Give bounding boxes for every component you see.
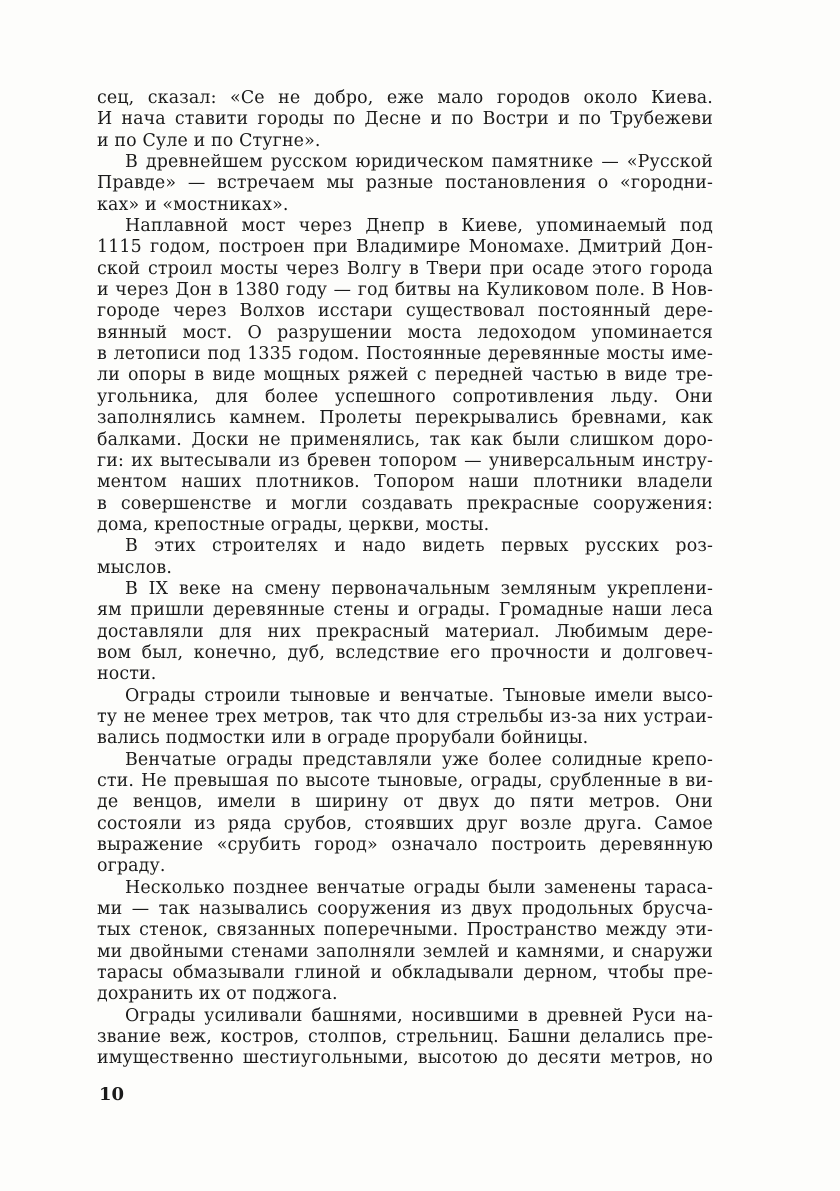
text-line: и через Дон в 1380 году — год битвы на Куликовом поле. В Нов- <box>97 280 713 301</box>
text-line: ту не менее трех метров, так что для стрельбы из-за них устраи- <box>97 706 713 727</box>
text-line: звание веж, костров, столпов, стрельниц. Башни делались пре- <box>97 1027 713 1048</box>
text-line: доставляли для них прекрасный материал. Любимым дере- <box>97 621 713 642</box>
text-line: вались подмостки или в ограде прорубали бойницы. <box>97 728 589 749</box>
text-line: состояли из ряда срубов, стоявших друг возле друга. Самое <box>97 813 713 834</box>
text-line: 1115 годом, построен при Владимире Мономахе. Дмитрий Дон- <box>97 237 713 258</box>
text-line: городе через Волхов исстари существовал постоянный дере- <box>97 301 713 322</box>
text-line: И нача ставити городы по Десне и по Востри и по Трубежеви <box>97 109 713 130</box>
page-number: 10 <box>99 1084 125 1105</box>
text-line: В этих строителях и надо видеть первых русских роз- <box>125 536 713 557</box>
text-line: ской строил мосты через Волгу в Твери при осаде этого города <box>97 258 713 279</box>
body-text <box>97 88 713 1070</box>
text-line: ми двойными стенами заполняли землей и камнями, и снаружи <box>97 941 713 962</box>
text-line: ограду. <box>97 856 166 877</box>
text-line: балками. Доски не применялись, так как были слишком доро- <box>97 429 713 450</box>
text-line: ности. <box>97 664 157 685</box>
text-line: В древнейшем русском юридическом памятнике — «Русской <box>125 152 713 173</box>
text-line: заполнялись камнем. Пролеты перекрывались бревнами, как <box>97 408 713 429</box>
text-line: Ограды строили тыновые и венчатые. Тыновые имели высо- <box>125 685 713 706</box>
text-line: выражение «срубить город» означало построить деревянную <box>97 835 713 856</box>
text-line: сец, сказал: «Се не добро, еже мало городов около Киева. <box>97 88 713 108</box>
text-line: Ограды усиливали башнями, носившими в древней Руси на- <box>125 1005 713 1026</box>
text-line: вянный мост. О разрушении моста ледоходом упоминается <box>97 322 713 343</box>
text-line: ли опоры в виде мощных ряжей с передней частью в виде тре- <box>97 365 713 386</box>
text-line: Венчатые ограды представляли уже более солидные крепо- <box>125 749 713 770</box>
text-line: в совершенстве и могли создавать прекрасные сооружения: <box>97 493 713 514</box>
text-line: ги: их вытесывали из бревен топором — универсальным инстру- <box>97 450 713 471</box>
text-line: дохранить их от поджога. <box>97 984 338 1005</box>
text-line: дома, крепостные ограды, церкви, мосты. <box>97 514 490 535</box>
text-line: Несколько позднее венчатые ограды были заменены тараса- <box>125 877 713 898</box>
text-line: Правде» — встречаем мы разные постановления о «городни- <box>97 173 713 194</box>
text-line: вом был, конечно, дуб, вследствие его прочности и долговеч- <box>97 642 713 663</box>
text-line: и по Суле и по Стугне». <box>97 130 321 151</box>
text-line: ям пришли деревянные стены и ограды. Громадные наши леса <box>97 600 713 621</box>
text-line: в летописи под 1335 годом. Постоянные деревянные мосты име- <box>97 344 713 365</box>
text-line: ментом наших плотников. Топором наши плотники владели <box>97 472 713 493</box>
text-line: ми — так назывались сооружения из двух продольных брусча- <box>97 899 713 920</box>
text-line: де венцов, имели в ширину от двух до пяти метров. Они <box>97 792 713 813</box>
text-line: В IX веке на смену первоначальным земляным укреплени- <box>125 578 713 599</box>
text-line: тых стенок, связанных поперечными. Пространство между эти- <box>97 920 713 941</box>
text-line: мыслов. <box>97 557 172 578</box>
text-line: Наплавной мост через Днепр в Киеве, упоминаемый под <box>125 216 713 237</box>
text-line: угольника, для более успешного сопротивления льду. Они <box>97 386 713 407</box>
text-line: тарасы обмазывали глиной и обкладывали дерном, чтобы пре- <box>97 963 713 984</box>
text-line: ках» и «мостниках». <box>97 194 289 215</box>
text-line: сти. Не превышая по высоте тыновые, ограды, срубленные в ви- <box>97 771 713 791</box>
text-line: имущественно шестиугольными, высотою до десяти метров, но <box>97 1048 713 1069</box>
